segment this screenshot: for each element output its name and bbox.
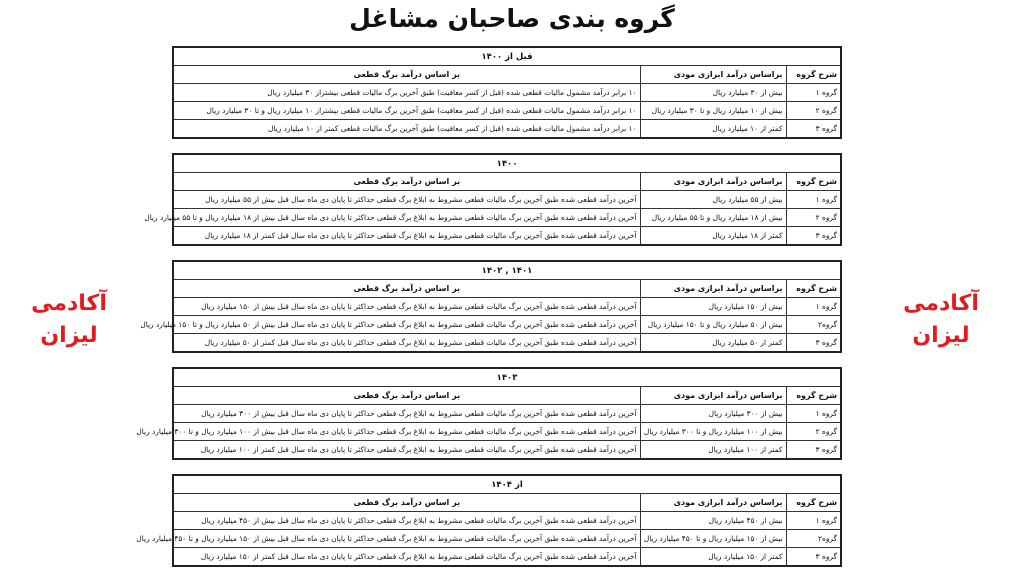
group-cell: گروه ۲ bbox=[786, 209, 841, 227]
watermark-line: لیزان bbox=[40, 323, 98, 348]
group-cell: گروه ۲ bbox=[786, 102, 841, 120]
table-row bbox=[173, 405, 841, 423]
header-criteria: بر اساس درآمد برگ قطعی bbox=[173, 494, 640, 512]
group-cell: گروه ۲ bbox=[786, 423, 841, 441]
table-row bbox=[173, 227, 841, 246]
group-cell: گروه ۱ bbox=[786, 405, 841, 423]
period-table bbox=[140, 260, 842, 353]
header-criteria: بر اساس درآمد برگ قطعی bbox=[173, 280, 640, 298]
header-criteria: بر اساس درآمد برگ قطعی bbox=[173, 173, 640, 191]
header-criteria: بر اساس درآمد برگ قطعی bbox=[173, 387, 640, 405]
income-cell: بیش از ۵۵ میلیارد ریال bbox=[640, 191, 786, 209]
watermark-left bbox=[14, 288, 124, 352]
table-row bbox=[173, 120, 841, 139]
header-income: براساس درآمد ابرازی مودی bbox=[640, 280, 786, 298]
table-row bbox=[173, 441, 841, 460]
criteria-cell: آخرین درآمد قطعی شده طبق آخرین برگ مالیات قطعی مشروط به ابلاغ برگ قطعی حداکثر تا پایان دی ماه سال قبل بیش از ۴۵۰ میلیارد ریال bbox=[173, 512, 640, 530]
header-criteria: بر اساس درآمد برگ قطعی bbox=[173, 66, 640, 84]
period-title: ۱۴۰۱ , ۱۴۰۲ bbox=[173, 261, 841, 280]
criteria-cell: آخرین درآمد قطعی شده طبق آخرین برگ مالیات قطعی مشروط به ابلاغ برگ قطعی حداکثر تا پایان دی ماه سال قبل بیش از ۳۰۰ میلیارد ریال bbox=[173, 405, 640, 423]
table-row bbox=[173, 316, 841, 334]
criteria-cell: آخرین درآمد قطعی شده طبق آخرین برگ مالیات قطعی مشروط به ابلاغ برگ قطعی حداکثر تا پایان دی ماه سال قبل بیش از ۱۵۰ میلیارد ریال bbox=[173, 298, 640, 316]
criteria-cell: ۱۰ برابر درآمد مشمول مالیات قطعی شده (قبل از کسر معافیت) طبق آخرین برگ مالیات قطعی کمتر از ۱۰ میلیارد ریال bbox=[173, 120, 640, 139]
header-row bbox=[173, 173, 841, 191]
criteria-cell: آخرین درآمد قطعی شده طبق آخرین برگ مالیات قطعی مشروط به ابلاغ برگ قطعی حداکثر تا پایان دی ماه سال قبل بیش از ۱۸ میلیارد ریال و تا ۵۵ میلیارد ریال bbox=[173, 209, 640, 227]
income-cell: بیش از ۳۰ میلیارد ریال bbox=[640, 84, 786, 102]
criteria-cell: آخرین درآمد قطعی شده طبق آخرین برگ مالیات قطعی مشروط به ابلاغ برگ قطعی حداکثر تا پایان دی ماه سال قبل کمتر از ۵۰ میلیارد ریال bbox=[173, 334, 640, 353]
period-title: از ۱۴۰۴ bbox=[173, 475, 841, 494]
header-group: شرح گروه bbox=[786, 494, 841, 512]
criteria-cell: آخرین درآمد قطعی شده طبق آخرین برگ مالیات قطعی مشروط به ابلاغ برگ قطعی حداکثر تا پایان دی ماه سال قبل بیش از ۵۰ میلیارد ریال و تا ۱۵۰ میلیارد ریال bbox=[173, 316, 640, 334]
table-row bbox=[173, 512, 841, 530]
criteria-cell: آخرین درآمد قطعی شده طبق آخرین برگ مالیات قطعی مشروط به ابلاغ برگ قطعی حداکثر تا پایان دی ماه سال قبل بیش از ۱۰۰ میلیارد ریال و تا ۳۰۰ میلیارد ریال bbox=[173, 423, 640, 441]
header-group: شرح گروه bbox=[786, 280, 841, 298]
table-row bbox=[173, 102, 841, 120]
criteria-cell: ۱۰ برابر درآمد مشمول مالیات قطعی شده (قبل از کسر معافیت) طبق آخرین برگ مالیات قطعی بیشتراز ۳۰ میلیارد ریال bbox=[173, 84, 640, 102]
table-row bbox=[173, 209, 841, 227]
period-table bbox=[136, 474, 842, 567]
group-cell: گروه ۱ bbox=[786, 298, 841, 316]
table-row bbox=[173, 423, 841, 441]
header-group: شرح گروه bbox=[786, 173, 841, 191]
group-cell: گروه۲ bbox=[786, 530, 841, 548]
table-row bbox=[173, 334, 841, 353]
group-cell: گروه ۳ bbox=[786, 120, 841, 139]
header-group: شرح گروه bbox=[786, 387, 841, 405]
income-cell: بیش از ۱۵۰ میلیارد ریال bbox=[640, 298, 786, 316]
period-title: قبل از ۱۴۰۰ bbox=[173, 47, 841, 66]
table-row bbox=[173, 84, 841, 102]
watermark-line: آکادمی bbox=[31, 291, 107, 316]
table-row bbox=[173, 298, 841, 316]
header-income: براساس درآمد ابرازی مودی bbox=[640, 173, 786, 191]
header-row bbox=[173, 494, 841, 512]
income-cell: کمتر از ۱۰ میلیارد ریال bbox=[640, 120, 786, 139]
table-row bbox=[173, 530, 841, 548]
table-row bbox=[173, 548, 841, 567]
header-income: براساس درآمد ابرازی مودی bbox=[640, 494, 786, 512]
header-income: براساس درآمد ابرازی مودی bbox=[640, 66, 786, 84]
group-cell: گروه ۱ bbox=[786, 84, 841, 102]
watermark-line: لیزان bbox=[912, 323, 970, 348]
header-row bbox=[173, 387, 841, 405]
criteria-cell: آخرین درآمد قطعی شده طبق آخرین برگ مالیات قطعی مشروط به ابلاغ برگ قطعی حداکثر تا پایان دی ماه سال قبل کمتر از ۱۰۰ میلیارد ریال bbox=[173, 441, 640, 460]
group-cell: گروه ۳ bbox=[786, 227, 841, 246]
income-cell: بیش از ۱۰ میلیارد ریال و تا ۳۰ میلیارد ریال bbox=[640, 102, 786, 120]
income-cell: کمتر از ۵۰ میلیارد ریال bbox=[640, 334, 786, 353]
income-cell: کمتر از ۱۸ میلیارد ریال bbox=[640, 227, 786, 246]
group-cell: گروه ۱ bbox=[786, 191, 841, 209]
period-title: ۱۴۰۳ bbox=[173, 368, 841, 387]
header-income: براساس درآمد ابرازی مودی bbox=[640, 387, 786, 405]
period-table bbox=[144, 153, 842, 246]
group-cell: گروه۲ bbox=[786, 316, 841, 334]
header-row bbox=[173, 66, 841, 84]
group-tables bbox=[136, 46, 840, 581]
income-cell: بیش از ۱۵۰ میلیارد ریال و تا ۴۵۰ میلیارد ریال bbox=[640, 530, 786, 548]
income-cell: کمتر از ۱۰۰ میلیارد ریال bbox=[640, 441, 786, 460]
header-group: شرح گروه bbox=[786, 66, 841, 84]
criteria-cell: آخرین درآمد قطعی شده طبق آخرین برگ مالیات قطعی مشروط به ابلاغ برگ قطعی حداکثر تا پایان دی ماه سال قبل کمتر از ۱۵۰ میلیارد ریال bbox=[173, 548, 640, 567]
group-cell: گروه ۱ bbox=[786, 512, 841, 530]
table-row bbox=[173, 191, 841, 209]
income-cell: بیش از ۴۵۰ میلیارد ریال bbox=[640, 512, 786, 530]
income-cell: کمتر از ۱۵۰ میلیارد ریال bbox=[640, 548, 786, 567]
header-row bbox=[173, 280, 841, 298]
watermark-line: آکادمی bbox=[903, 291, 979, 316]
criteria-cell: ۱۰ برابر درآمد مشمول مالیات قطعی شده (قبل از کسر معافیت) طبق آخرین برگ مالیات قطعی بیشتراز ۱۰ میلیارد ریال و تا ۳۰ میلیارد ریال bbox=[173, 102, 640, 120]
group-cell: گروه ۳ bbox=[786, 548, 841, 567]
group-cell: گروه ۳ bbox=[786, 441, 841, 460]
income-cell: بیش از ۱۸ میلیارد ریال و تا ۵۵ میلیارد ریال bbox=[640, 209, 786, 227]
period-title: ۱۴۰۰ bbox=[173, 154, 841, 173]
watermark-right bbox=[886, 288, 996, 352]
period-table bbox=[136, 367, 842, 460]
criteria-cell: آخرین درآمد قطعی شده طبق آخرین برگ مالیات قطعی مشروط به ابلاغ برگ قطعی حداکثر تا پایان دی ماه سال قبل بیش از ۱۵۰ میلیارد ریال و تا ۴۵۰ میلیارد ریال bbox=[173, 530, 640, 548]
income-cell: بیش از ۳۰۰ میلیارد ریال bbox=[640, 405, 786, 423]
period-table bbox=[172, 46, 842, 139]
criteria-cell: آخرین درآمد قطعی شده طبق آخرین برگ مالیات قطعی مشروط به ابلاغ برگ قطعی حداکثر تا پایان دی ماه سال قبل بیش از ۵۵ میلیارد ریال bbox=[173, 191, 640, 209]
income-cell: بیش از ۱۰۰ میلیارد ریال و تا ۳۰۰ میلیارد ریال bbox=[640, 423, 786, 441]
page-title: گروه بندی صاحبان مشاغل bbox=[349, 4, 675, 33]
income-cell: بیش از ۵۰ میلیارد ریال و تا ۱۵۰ میلیارد ریال bbox=[640, 316, 786, 334]
group-cell: گروه ۳ bbox=[786, 334, 841, 353]
criteria-cell: آخرین درآمد قطعی شده طبق آخرین برگ مالیات قطعی مشروط به ابلاغ برگ قطعی حداکثر تا پایان دی ماه سال قبل کمتر از ۱۸ میلیارد ریال bbox=[173, 227, 640, 246]
